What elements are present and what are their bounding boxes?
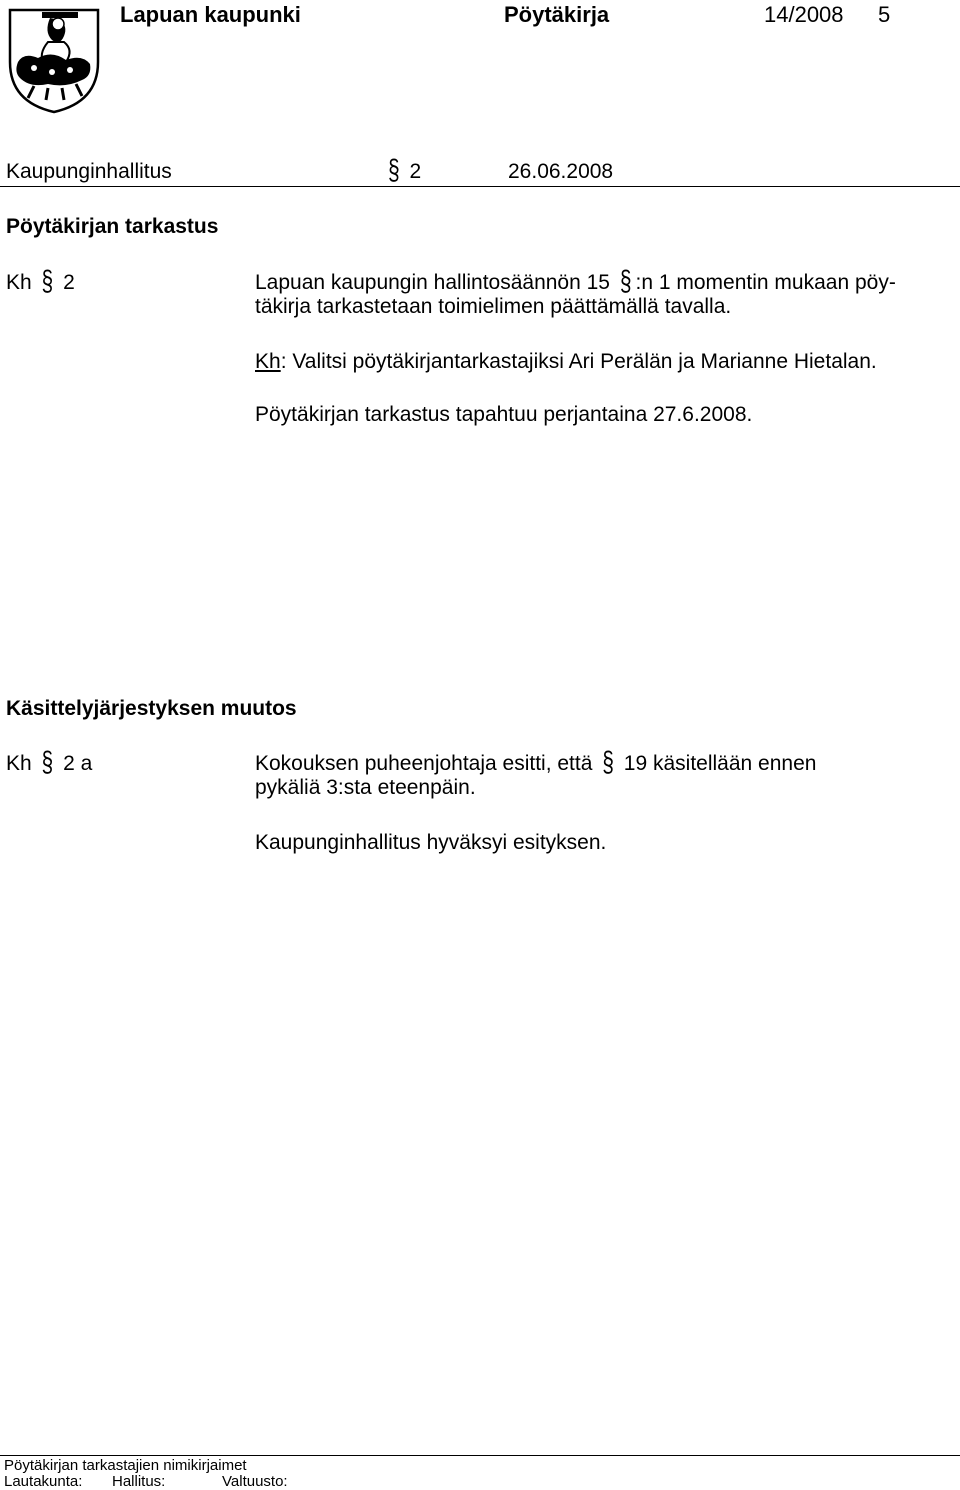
footer-title: Pöytäkirjan tarkastajien nimikirjaimet [4,1457,247,1474]
section2-para1-line2: pykäliä 3:sta eteenpäin. [255,776,476,799]
section-mark: § [602,746,614,779]
section-mark: § [388,154,400,187]
meeting-body: Kaupunginhallitus [6,160,172,183]
section1-paragraph3: Pöytäkirjan tarkastus tapahtuu perjantaina 27.6.2008. [255,403,753,426]
footer-divider [0,1455,960,1456]
section1-para1-line2: täkirja tarkastetaan toimielimen päättämällä tavalla. [255,295,732,318]
header-page: 5 [878,2,891,27]
meeting-date: 26.06.2008 [508,160,614,183]
section2-ref [6,746,93,779]
header-org: Lapuan kaupunki [120,2,301,27]
section-mark: § [619,265,632,298]
section2-para1-pre: Kokouksen puheenjohtaja esitti, että [255,752,593,775]
section-mark: § [41,265,54,298]
section1-para1-pre: Lapuan kaupungin hallintosäännön 15 [255,271,610,294]
header-number: 14/2008 [764,2,844,27]
section2-paragraph2: Kaupunginhallitus hyväksyi esityksen. [255,831,607,854]
section1-ref [6,265,75,298]
meeting-section [384,154,422,187]
section2-ref-prefix: Kh [6,752,32,775]
footer-valtuusto: Valtuusto: [222,1473,288,1490]
footer-lautakunta: Lautakunta: [4,1473,83,1490]
header-divider [0,186,960,187]
footer-hallitus: Hallitus: [112,1473,166,1490]
section2-para1-post: 19 käsitellään ennen [623,752,817,775]
section1-decision [255,350,877,374]
decision-text: : Valitsi pöytäkirjantarkastajiksi Ari Perälän ja Marianne Hietalan. [280,350,877,373]
section1-title: Pöytäkirjan tarkastus [6,215,219,238]
meeting-section-no: 2 [409,160,422,183]
section2-title: Käsittelyjärjestyksen muutos [6,697,297,720]
section2-paragraph1 [255,746,817,800]
header-doctype: Pöytäkirja [504,2,610,27]
city-crest-icon [4,2,104,114]
section2-ref-no: 2 a [63,752,93,775]
section1-para1-post: :n 1 momentin mukaan pöy- [635,271,896,294]
section1-paragraph1 [255,265,896,319]
decision-label: Kh [255,350,281,373]
section-mark: § [41,746,54,779]
section1-ref-prefix: Kh [6,271,32,294]
section1-ref-no: 2 [63,271,75,294]
